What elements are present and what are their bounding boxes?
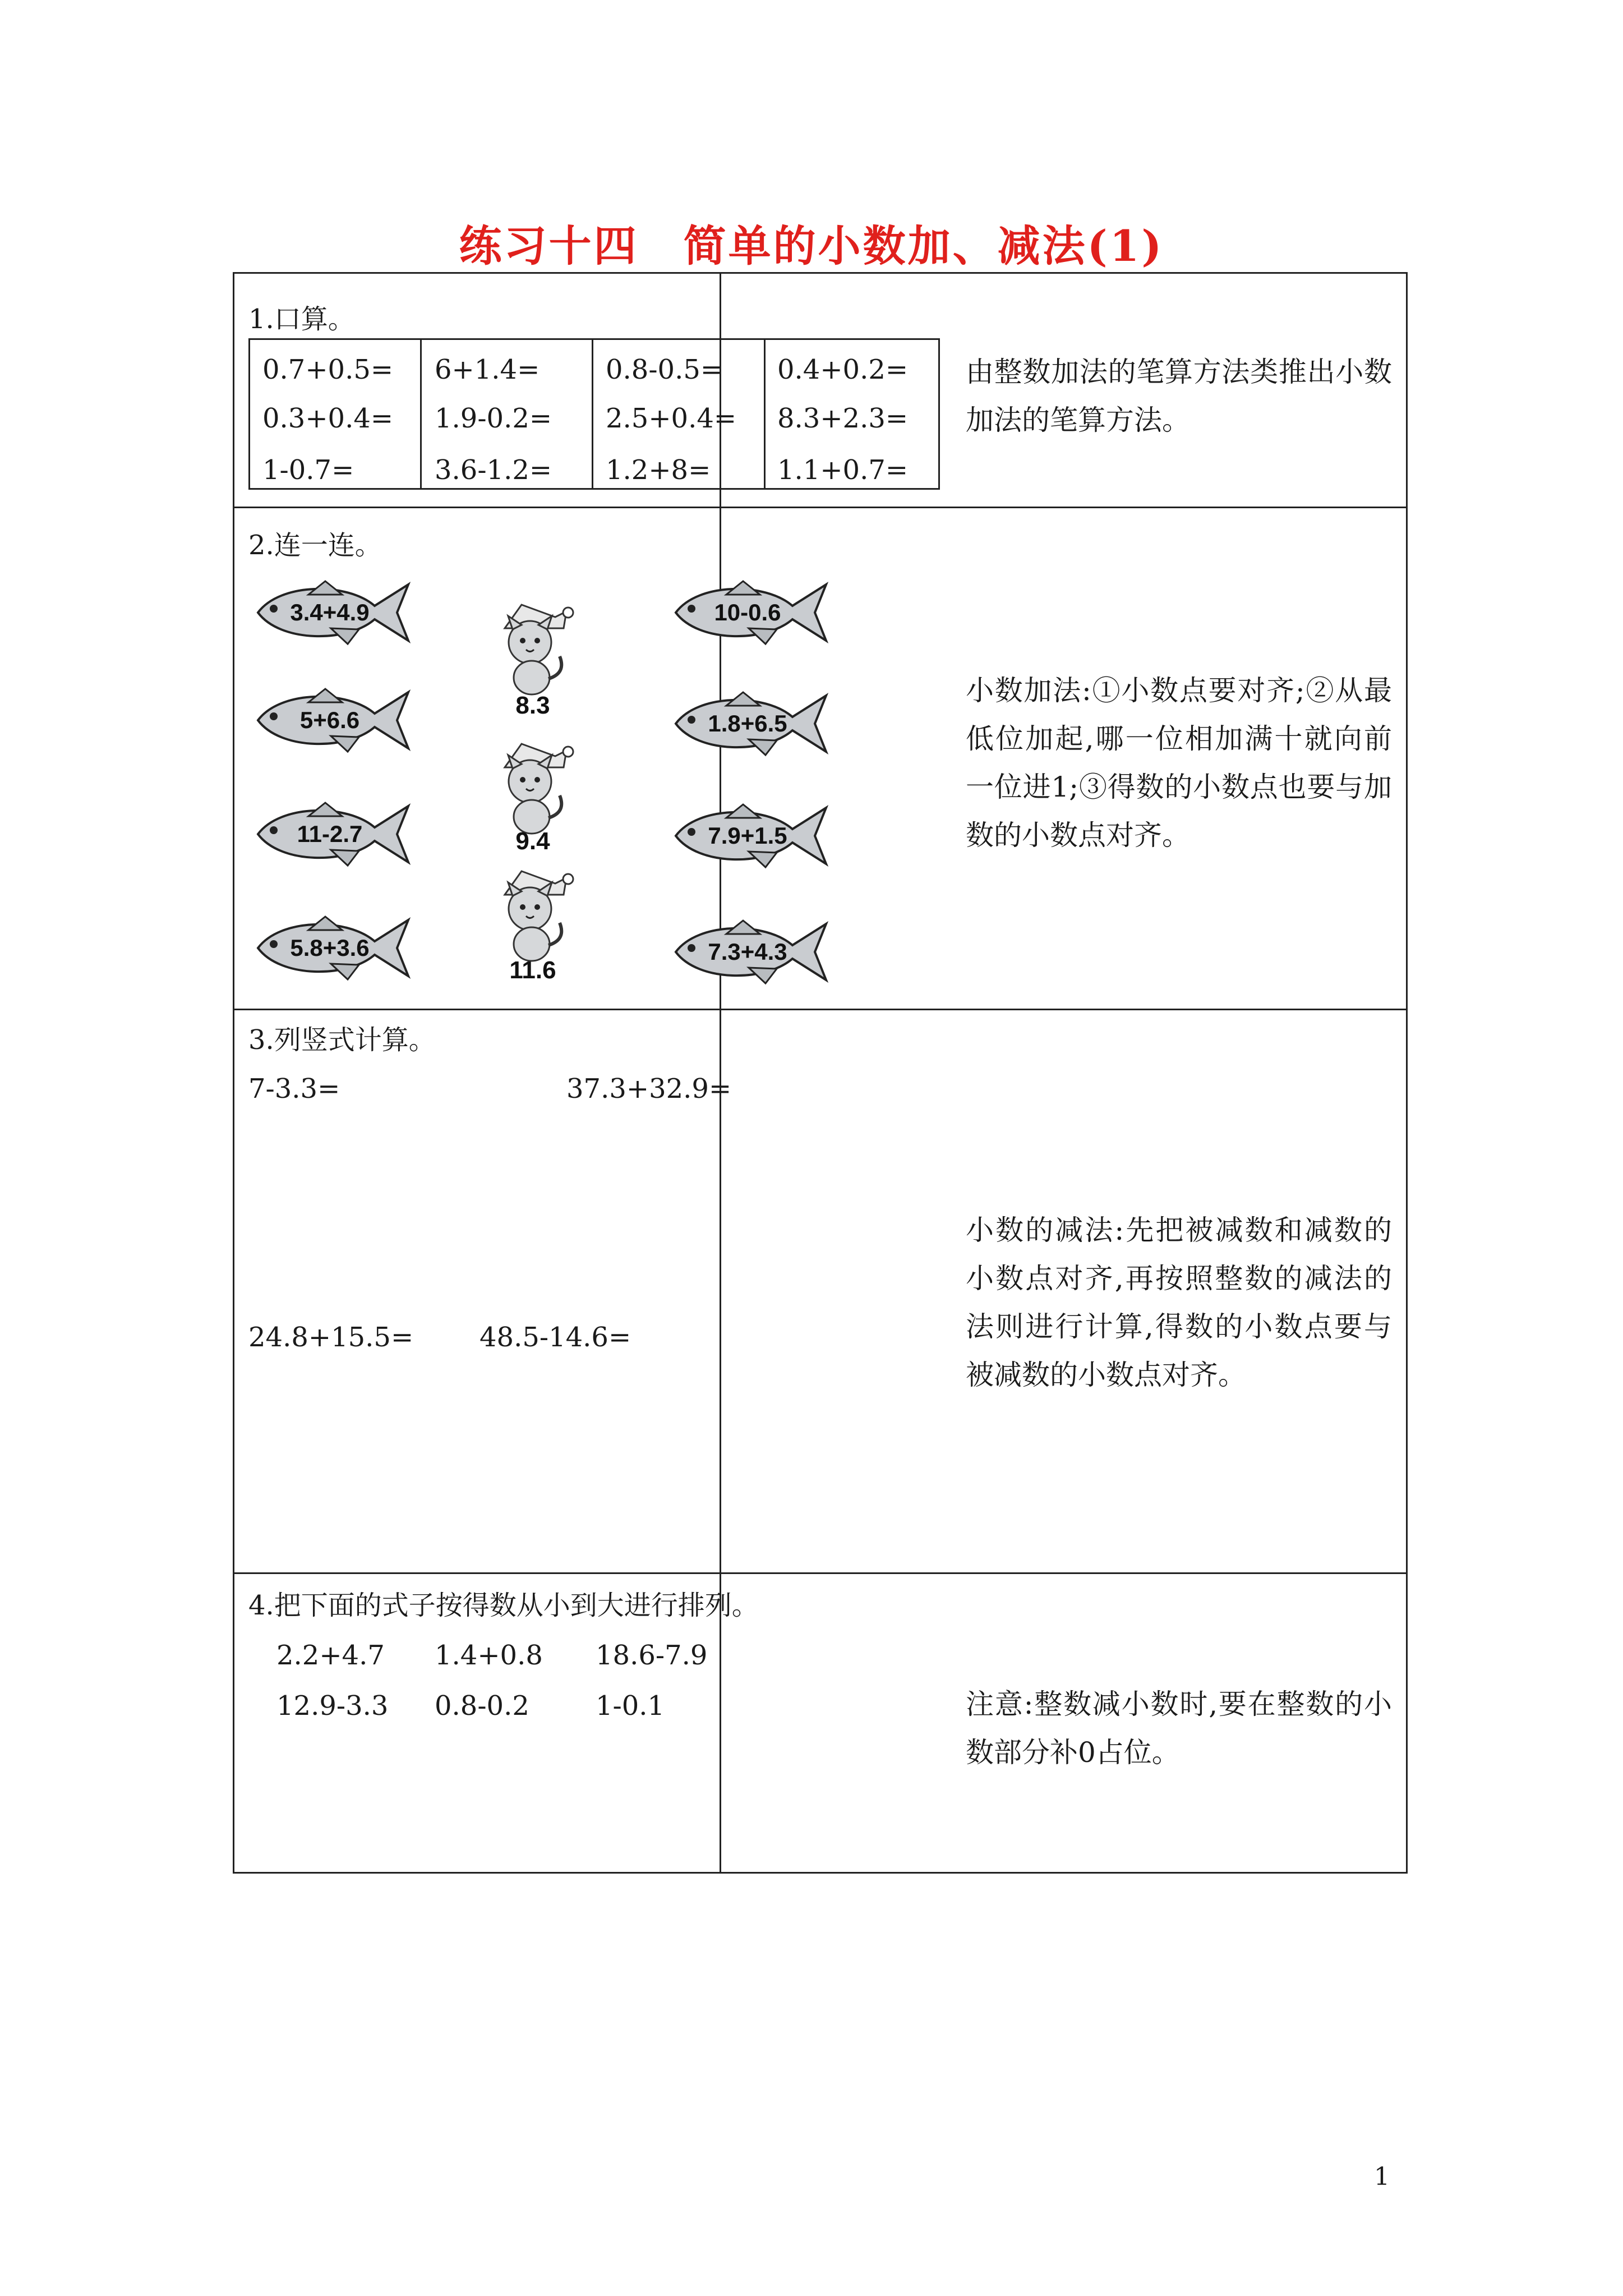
q3-problem: 48.5-14.6=	[479, 1322, 631, 1353]
cat-icon[interactable]	[488, 739, 578, 835]
fish-card[interactable]	[247, 685, 415, 756]
fish-card[interactable]	[665, 801, 833, 871]
fish-card[interactable]	[665, 689, 833, 759]
q1-problem: 6+1.4=	[435, 354, 540, 385]
row-divider	[233, 1009, 1408, 1010]
q1-problem: 1.2+8=	[606, 454, 711, 486]
q1-problem: 0.3+0.4=	[262, 403, 394, 434]
q1-problem: 8.3+2.3=	[777, 403, 909, 434]
q1-problem: 0.7+0.5=	[262, 354, 394, 385]
grid-divider	[764, 338, 766, 490]
q1-tip: 由整数加法的笔算方法类推出小数加法的笔算方法。	[966, 356, 1392, 436]
q4-tip: 注意:整数减小数时,要在整数的小数部分补0占位。	[966, 1688, 1392, 1769]
q1-problem: 3.6-1.2=	[435, 454, 552, 486]
q4-expression: 0.8-0.2	[435, 1690, 529, 1722]
fish-card[interactable]	[665, 917, 833, 987]
q4-expression: 1-0.1	[596, 1690, 665, 1722]
fish-card[interactable]	[247, 799, 415, 869]
row-divider	[233, 1572, 1408, 1574]
cat-icon[interactable]	[488, 867, 578, 962]
q2-label: 2.连一连。	[248, 530, 382, 561]
q4-expression: 12.9-3.3	[276, 1690, 389, 1722]
q1-problem: 0.8-0.5=	[606, 354, 723, 385]
page-title: 练习十四 简单的小数加、减法(1)	[459, 221, 1164, 271]
fish-label: 1.8+6.5	[708, 710, 787, 737]
cat-icon[interactable]	[488, 600, 578, 696]
fish-label: 3.4+4.9	[290, 599, 370, 625]
q4-expression: 18.6-7.9	[596, 1640, 708, 1671]
grid-divider	[592, 338, 593, 490]
fish-card[interactable]	[247, 578, 415, 648]
grid-divider	[420, 338, 422, 490]
cat-number: 8.3	[515, 692, 550, 719]
fish-label: 7.9+1.5	[708, 822, 787, 849]
fish-label: 7.3+4.3	[708, 938, 787, 965]
q3-problem: 7-3.3=	[248, 1073, 340, 1105]
q3-label: 3.列竖式计算。	[248, 1024, 436, 1056]
q1-problem: 1.1+0.7=	[777, 454, 909, 486]
worksheet-table	[233, 272, 1408, 1874]
cat-number: 9.4	[515, 827, 550, 855]
fish-label: 5.8+3.6	[290, 935, 370, 961]
fish-label: 10-0.6	[714, 599, 781, 625]
q4-label: 4.把下面的式子按得数从小到大进行排列。	[248, 1590, 759, 1621]
q4-expression: 2.2+4.7	[276, 1640, 385, 1671]
q3-problem: 37.3+32.9=	[566, 1073, 732, 1105]
q1-label: 1.口算。	[248, 303, 355, 335]
q4-expression: 1.4+0.8	[435, 1640, 543, 1671]
q3-tip: 小数的减法:先把被减数和减数的小数点对齐,再按照整数的减法的法则进行计算,得数的小数点要与被减数的小数点对齐。	[966, 1214, 1392, 1391]
q1-problem: 0.4+0.2=	[777, 354, 909, 385]
fish-label: 11-2.7	[297, 821, 363, 847]
page-number: 1	[1374, 2162, 1390, 2191]
q1-problem: 2.5+0.4=	[606, 403, 737, 434]
q2-tip: 小数加法:①小数点要对齐;②从最低位加起,哪一位相加满十就向前一位进1;③得数的小数点也要与加数的小数点对齐。	[966, 674, 1392, 852]
q1-problem: 1-0.7=	[262, 454, 354, 486]
fish-card[interactable]	[665, 578, 833, 648]
fish-label: 5+6.6	[299, 707, 360, 733]
q1-problem: 1.9-0.2=	[435, 403, 552, 434]
q3-problem: 24.8+15.5=	[248, 1322, 414, 1353]
cat-number: 11.6	[509, 956, 556, 984]
row-divider	[233, 507, 1408, 508]
fish-card[interactable]	[247, 913, 415, 983]
